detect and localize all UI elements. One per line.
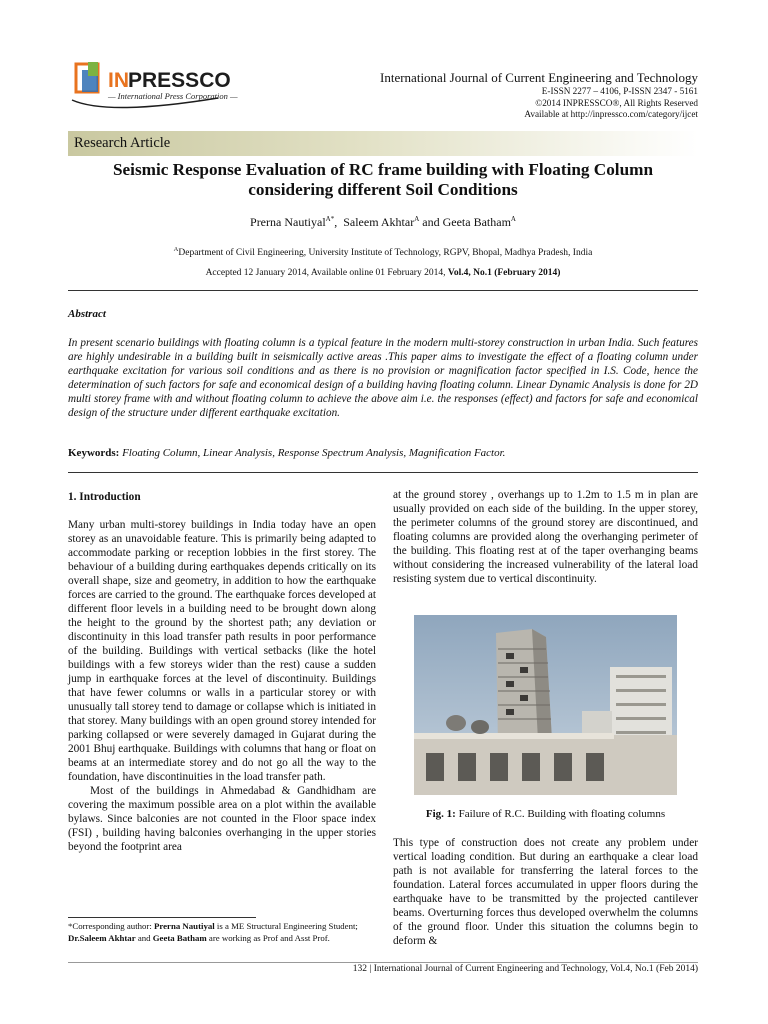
abstract-heading: Abstract	[68, 308, 106, 320]
author-name: Geeta Batham	[442, 215, 511, 229]
author-superscript: A	[510, 215, 516, 223]
footnote-name: Geeta Batham	[152, 932, 207, 943]
page-footer: 132 | International Journal of Current Engineering and Technology, Vol.4, No.1 (Feb 2014)	[352, 964, 698, 974]
affiliation-superscript: A	[173, 246, 179, 253]
footnote-prefix: *Corresponding author:	[68, 921, 152, 931]
copyright: ©2014 INPRESSCO®, All Rights Reserved	[535, 97, 698, 108]
author-name: Prerna Nautiyal	[250, 215, 326, 229]
figure-1-photo	[414, 615, 677, 795]
abstract-body: In present scenario buildings with floating column is a typical feature in the modern multi-storey construction in urban India. Such features are highly undesirable in a building built in seismically active areas .This paper aims to investigate the effect of a floating column under earthquake excitation for various soil conditions and as there is no provision or magnification factor specified in I.S. Code, hence the determination of such factors for safe and economical design of a building having floating column. Linear Dynamic Analysis is done for 2D multi storey frame with and without floating column to achieve the above aim i.e. the responses (effect) and factors for safe and economical design of the structure under different earthquake excitation.	[68, 337, 698, 419]
figure-caption-text: Failure of R.C. Building with floating columns	[458, 808, 666, 820]
section-heading: 1. Introduction	[68, 491, 141, 503]
journal-name: International Journal of Current Engineering and Technology	[380, 70, 698, 85]
footnote-name: Dr.Saleem Akhtar	[68, 932, 136, 943]
publisher-logo	[68, 58, 293, 118]
footnote	[68, 921, 376, 944]
footnote-text: are working as Prof and Asst Prof.	[208, 932, 330, 943]
title-line-1: Seismic Response Evaluation of RC frame building with Floating Column	[112, 160, 654, 179]
title-line-2: considering different Soil Conditions	[248, 180, 518, 199]
author-list: Prerna Nautiyal$^{A*}$, Saleem Akhtar$^A$ and Geeta Batham$^A$	[250, 215, 516, 229]
footnote-name: Prerna Nautiyal	[154, 921, 215, 931]
publication-dates	[68, 268, 698, 278]
paragraph: at the ground storey , overhangs up to 1.2m to 1.5 m in plan are usually provided on each side of the building. In the upper storey, the perimeter columns of the ground storey are discontinued, and floating columns are provided along the overhanging perimeter of the building. This floating rest at of the taper overhanging beams without considering the increased vulnerability of the lateral load resisting system due to vertical discontinuity.	[393, 489, 698, 585]
svg-text:IN: IN	[108, 69, 129, 92]
footnote-rule	[68, 917, 256, 918]
keywords-label: Keywords:	[68, 447, 120, 459]
collapsed-building-image	[414, 615, 677, 795]
author-superscript: A*	[325, 215, 335, 223]
author-superscript: A	[414, 215, 420, 223]
right-column-top	[393, 488, 698, 586]
paragraph: Most of the buildings in Ahmedabad & Gandhidham are covering the maximum possible area on a plot within the available bylaws. Since balconies are not counted in the Floor space index (FSI) , building having balconies overhanging in the upper stories beyond the footprint area	[68, 785, 376, 853]
author-name: Saleem Akhtar	[343, 215, 415, 229]
keywords-value: Floating Column, Linear Analysis, Response Spectrum Analysis, Magnification Factor.	[122, 447, 506, 459]
volume-info: Vol.4, No.1 (February 2014)	[447, 268, 561, 278]
keywords	[68, 447, 698, 459]
divider	[68, 472, 698, 473]
figure-caption	[393, 808, 698, 820]
paragraph: This type of construction does not create any problem under vertical loading condition. But during an earthquake a clear load path is not available for transferring the lateral forces to the foundation. Lateral forces accumulated in upper floors during the earthquake have to be transmitted by the projected cantilever beams. Overturning forces thus developed overwhelm the columns of the ground floor. Under this situation the columns begin to deform &	[393, 837, 698, 947]
left-column	[68, 490, 376, 854]
paragraph: Many urban multi-storey buildings in India today have an open storey as an unavoidable feature. This is primarily being adapted to accommodate parking or reception lobbies in the first storey. The behaviour of a building during earthquakes depends critically on its overall shape, size and geometry, in addition to how the earthquake forces are carried to the ground. The earthquake forces developed at different floor levels in a building need to be brought down along the height to the ground by the shortest path; any deviation or discontinuity in this load transfer path results in poor performance of the building. Buildings with vertical setbacks (like the hotel buildings with a few storeys wider than the rest) cause a sudden jump in earthquake forces at the level of discontinuity. Buildings that have fewer columns or walls in a particular storey or with unusually tall storey tend to damage or collapse which is initiated in that storey. Many buildings with an open ground storey intended for parking collapsed or were severely damaged in Gujarat during the 2001 Bhuj earthquake. Buildings with columns that hang or float on beams at an intermediate storey and do not go all the way to the foundation, have discontinuities in the load transfer path.	[68, 519, 376, 783]
footnote-text: and	[137, 932, 151, 943]
availability-link[interactable]: Available at http://inpressco.com/category/ijcet	[524, 109, 698, 119]
logo-text: PRESSCO	[128, 69, 231, 92]
article-type: Research Article	[74, 135, 171, 151]
accepted-date: Accepted 12 January 2014, Available online 01 February 2014,	[205, 268, 446, 278]
divider	[68, 290, 698, 291]
logo-tagline: — International Press Corporation —	[108, 91, 238, 101]
footer-rule	[68, 962, 698, 963]
right-column-bottom	[393, 836, 698, 948]
journal-meta	[300, 86, 698, 121]
author-conjunction: and	[422, 215, 440, 229]
footnote-text: is a ME Structural Engineering Student;	[216, 921, 358, 931]
affiliation-text: Department of Civil Engineering, University Institute of Technology, RGPV, Bhopal, Madhya Pradesh, India	[178, 248, 593, 259]
figure-label: Fig. 1:	[425, 808, 456, 820]
affiliation	[68, 246, 698, 258]
inpressco-logo-icon	[68, 58, 293, 118]
paper-title	[68, 160, 698, 200]
issn: E-ISSN 2277 – 4106, P-ISSN 2347 - 5161	[541, 86, 698, 96]
